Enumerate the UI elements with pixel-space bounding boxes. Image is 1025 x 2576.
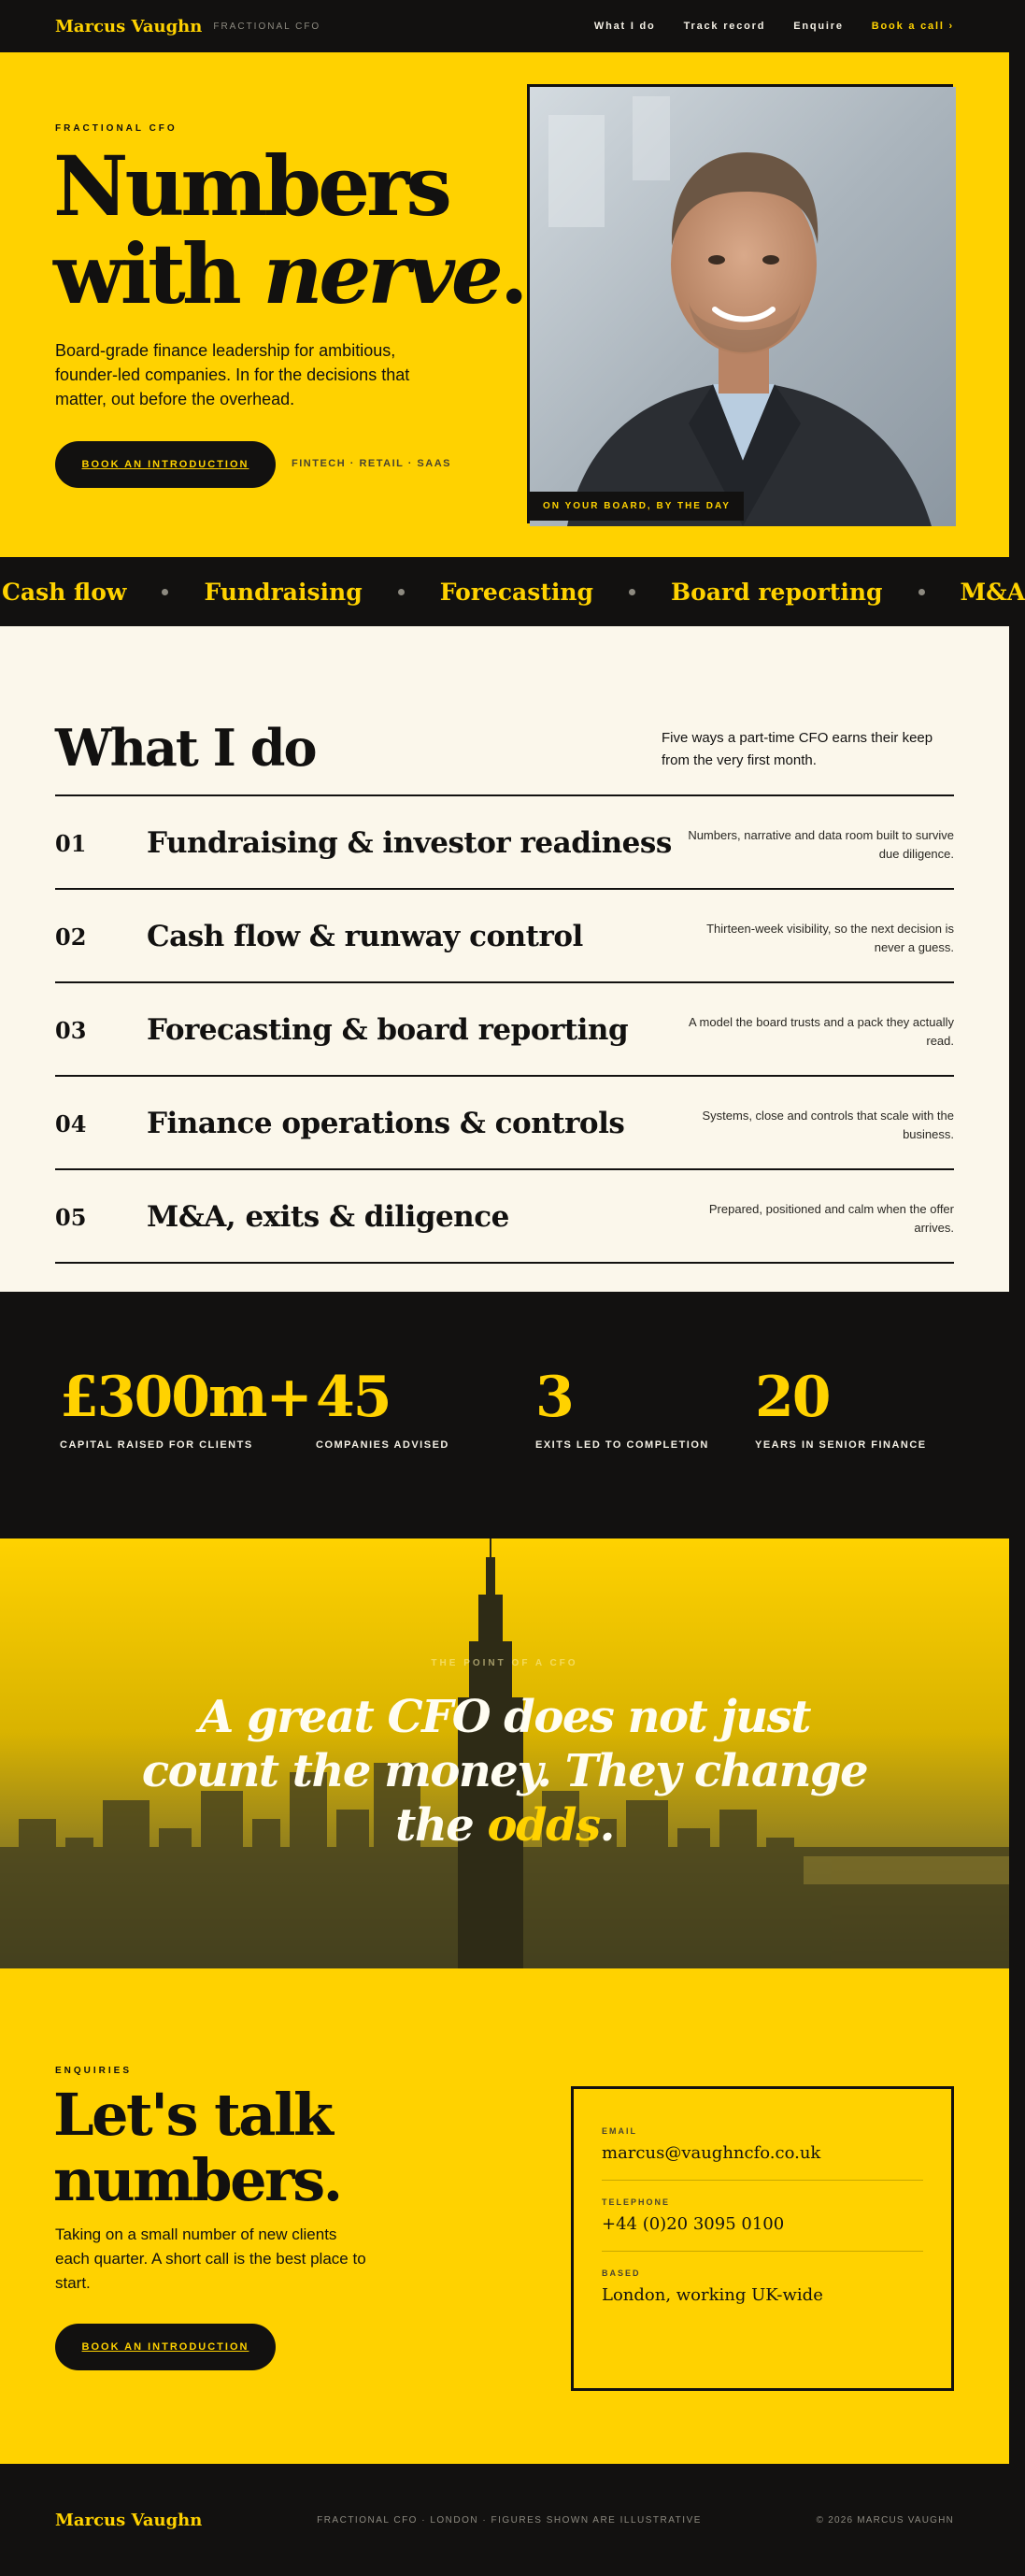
- marquee-track: [2, 579, 1025, 606]
- stat-label: CAPITAL RAISED FOR CLIENTS: [60, 1439, 253, 1451]
- service-number: 01: [55, 830, 87, 857]
- quote-highlight: odds: [487, 1799, 600, 1852]
- stat-label: COMPANIES ADVISED: [316, 1439, 449, 1451]
- hero-body: Board-grade finance leadership for ambitious, founder-led companies. In for the decisions that matter, out before the overhead.: [55, 341, 410, 408]
- nav-link-enquire[interactable]: Enquire: [793, 21, 844, 32]
- marquee-item: Board reporting: [671, 578, 883, 606]
- service-description: Numbers, narrative and data room built to survive due diligence.: [688, 828, 954, 861]
- stat-years-experience: [755, 1367, 927, 1451]
- nav-links: [594, 21, 954, 32]
- service-title: Cash flow & runway control: [147, 920, 583, 953]
- services-title: What I do: [55, 718, 316, 778]
- stat-companies-advised: [316, 1367, 449, 1451]
- stat-value: 3: [535, 1365, 573, 1430]
- hero-title-period: .: [499, 225, 525, 322]
- hero-title: [53, 137, 525, 322]
- service-title: M&A, exits & diligence: [147, 1200, 509, 1234]
- marquee-item: Forecasting: [439, 578, 594, 606]
- marquee-separator-dot: [162, 589, 168, 595]
- services-list: [55, 794, 954, 1264]
- portrait-illustration: [530, 87, 956, 526]
- contact-title: [53, 2082, 341, 2213]
- stat-exits-led: [535, 1367, 709, 1451]
- hero-title-line1: Numbers: [53, 137, 448, 235]
- service-row[interactable]: [55, 1170, 954, 1264]
- hero-sector-tags: FINTECH · RETAIL · SAAS: [292, 458, 451, 469]
- stat-value: £300m+: [60, 1365, 311, 1430]
- hero-book-introduction-button[interactable]: BOOK AN INTRODUCTION: [55, 441, 276, 488]
- marquee-separator-dot: [629, 589, 635, 595]
- topics-marquee: [0, 557, 1025, 626]
- services-lede: Five ways a part-time CFO earns their keep from the very first month.: [662, 730, 933, 768]
- brand-logo[interactable]: Marcus Vaughn: [55, 16, 203, 36]
- service-title: Finance operations & controls: [147, 1107, 625, 1140]
- contact-title-line2: numbers.: [53, 2146, 341, 2214]
- contact-location-value: London, working UK-wide: [602, 2285, 823, 2305]
- marquee-separator-dot: [398, 589, 405, 595]
- service-number: 03: [55, 1017, 87, 1044]
- nav-link-track-record[interactable]: Track record: [683, 21, 766, 32]
- contact-card: [571, 2086, 954, 2391]
- contact-email-label: EMAIL: [602, 2126, 637, 2136]
- stats-section: [0, 1292, 1009, 1538]
- service-row[interactable]: [55, 983, 954, 1077]
- contact-location-row: [602, 2268, 923, 2322]
- contact-eyebrow: ENQUIRIES: [55, 2066, 133, 2076]
- hero-title-line2a: with: [53, 225, 263, 322]
- contact-location-label: BASED: [602, 2268, 641, 2278]
- service-description: Prepared, positioned and calm when the offer arrives.: [708, 1202, 954, 1235]
- contact-telephone-link[interactable]: +44 (0)20 3095 0100: [602, 2214, 785, 2234]
- marquee-item: M&A: [960, 578, 1025, 606]
- quote-section: [0, 1538, 1009, 1968]
- top-nav: [0, 0, 1009, 52]
- site-footer: [0, 2464, 1009, 2576]
- service-title: Fundraising & investor readiness: [147, 826, 672, 860]
- contact-telephone-row: [602, 2197, 923, 2252]
- portrait-photo: [527, 84, 953, 523]
- contact-section: [0, 1968, 1009, 2464]
- service-row[interactable]: [55, 890, 954, 983]
- quote-eyebrow: THE POINT OF A CFO: [431, 1658, 578, 1668]
- marquee-item: Fundraising: [204, 578, 363, 606]
- service-number: 02: [55, 923, 87, 951]
- footer-tagline: FRACTIONAL CFO · LONDON · FIGURES SHOWN ARE ILLUSTRATIVE: [317, 2514, 702, 2526]
- service-row[interactable]: [55, 796, 954, 890]
- contact-body: Taking on a small number of new clients each quarter. A short call is the best place to start.: [55, 2225, 366, 2292]
- hero-section: [0, 52, 1009, 557]
- contact-telephone-label: TELEPHONE: [602, 2197, 671, 2207]
- quote-text-end: .: [599, 1799, 614, 1852]
- services-section: [0, 626, 1009, 1292]
- quote-text-main: A great CFO does not just count the money. They change the: [141, 1691, 868, 1852]
- portrait-caption: ON YOUR BOARD, BY THE DAY: [530, 492, 744, 521]
- stat-value: 45: [316, 1365, 391, 1430]
- footer-copyright: © 2026 MARCUS VAUGHN: [816, 2514, 954, 2526]
- contact-book-introduction-button[interactable]: BOOK AN INTRODUCTION: [55, 2324, 276, 2370]
- service-row[interactable]: [55, 1077, 954, 1170]
- service-title: Forecasting & board reporting: [147, 1013, 629, 1047]
- nav-book-call-link[interactable]: Book a call ›: [871, 21, 954, 32]
- stat-capital-raised: [60, 1367, 311, 1451]
- brand-subtitle: FRACTIONAL CFO: [213, 21, 321, 32]
- footer-brand[interactable]: Marcus Vaughn: [55, 2510, 203, 2530]
- quote-text: [140, 1690, 869, 1853]
- hero-title-emphasis: nerve: [263, 225, 500, 322]
- contact-email-link[interactable]: marcus@vaughncfo.co.uk: [602, 2143, 821, 2163]
- hero-eyebrow: FRACTIONAL CFO: [55, 123, 178, 134]
- contact-email-row: [602, 2126, 923, 2181]
- service-number: 05: [55, 1204, 87, 1231]
- marquee-separator-dot: [918, 589, 925, 595]
- service-description: Thirteen-week visibility, so the next decision is never a guess.: [706, 922, 954, 954]
- stat-label: EXITS LED TO COMPLETION: [535, 1439, 709, 1451]
- stat-label: YEARS IN SENIOR FINANCE: [755, 1439, 927, 1451]
- marquee-item: Cash flow: [2, 578, 127, 606]
- service-description: A model the board trusts and a pack they actually read.: [688, 1015, 954, 1048]
- nav-link-what-i-do[interactable]: What I do: [593, 21, 656, 32]
- stat-value: 20: [755, 1365, 830, 1430]
- service-number: 04: [55, 1110, 87, 1138]
- contact-title-line1: Let's talk: [53, 2081, 332, 2149]
- service-description: Systems, close and controls that scale with the business.: [702, 1109, 954, 1141]
